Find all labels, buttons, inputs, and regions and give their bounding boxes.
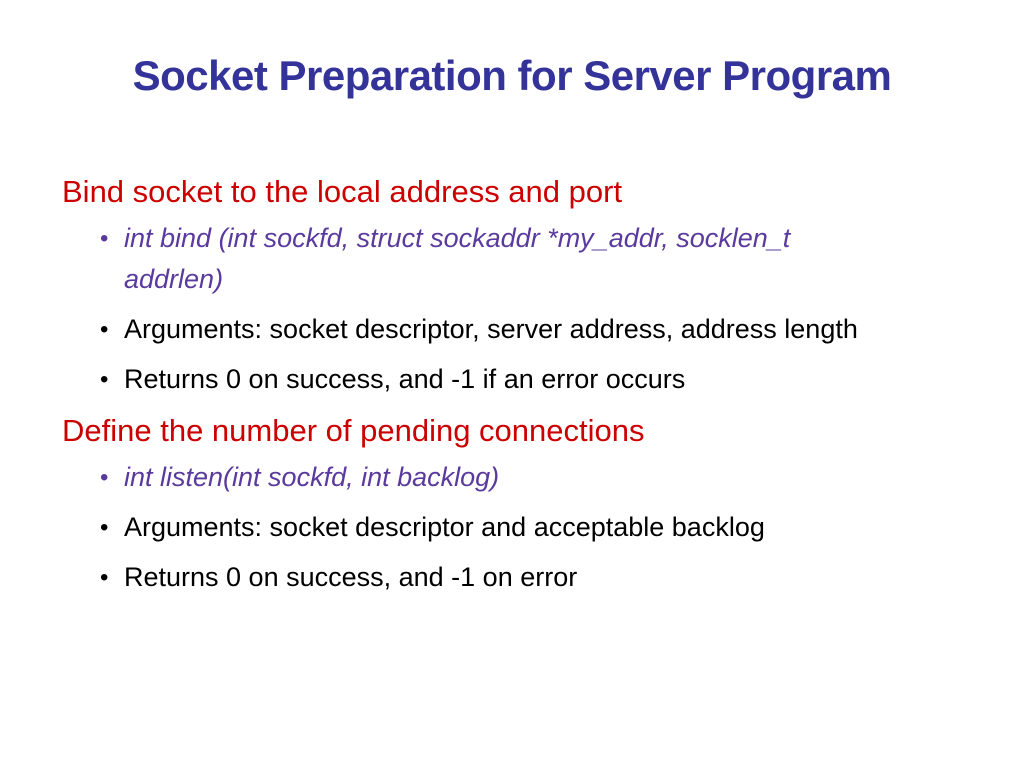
bullet-icon: • [100, 225, 109, 252]
section-listen [62, 409, 962, 598]
bullet-text: Arguments: socket descriptor, server address, address length [124, 314, 858, 344]
bullet-icon: • [100, 514, 109, 541]
section-heading: Bind socket to the local address and port [62, 174, 623, 209]
bullet-list [62, 218, 962, 400]
bullet-item [62, 359, 884, 400]
bullet-item-code [62, 218, 884, 300]
section-heading: Define the number of pending connections [62, 413, 645, 448]
bullet-text: int listen(int sockfd, int backlog) [124, 462, 500, 492]
bullet-item [62, 557, 884, 598]
slide-content [62, 170, 962, 607]
section-bind [62, 170, 962, 400]
bullet-text: Returns 0 on success, and -1 on error [124, 562, 578, 592]
bullet-text: int bind (int sockfd, struct sockaddr *my_addr, socklen_t addrlen) [124, 223, 791, 294]
bullet-icon: • [100, 564, 109, 591]
bullet-text: Returns 0 on success, and -1 if an error occurs [124, 364, 686, 394]
bullet-icon: • [100, 464, 109, 491]
bullet-item-code [62, 457, 884, 498]
bullet-list [62, 457, 962, 598]
bullet-icon: • [100, 316, 109, 343]
bullet-item [62, 507, 884, 548]
slide-title: Socket Preparation for Server Program [132, 52, 892, 99]
bullet-item [62, 309, 884, 350]
bullet-icon: • [100, 366, 109, 393]
bullet-text: Arguments: socket descriptor and acceptable backlog [124, 512, 765, 542]
